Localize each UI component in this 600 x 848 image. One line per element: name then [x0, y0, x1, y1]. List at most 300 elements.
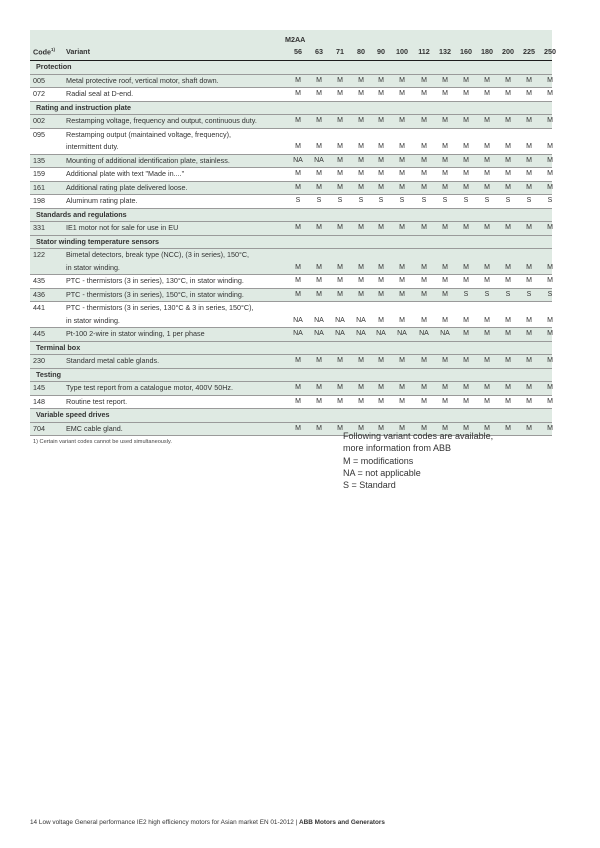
availability-cell: M: [378, 156, 384, 164]
availability-cell: M: [526, 357, 532, 364]
availability-cell: NA: [335, 330, 345, 337]
legend-line: Following variant codes are available,: [343, 431, 494, 441]
table-header: [30, 30, 556, 60]
table-row: [30, 222, 552, 236]
availability-cell: M: [547, 117, 553, 124]
availability-cell: M: [526, 277, 532, 284]
availability-cell: M: [463, 90, 469, 97]
availability-cell: M: [399, 76, 405, 84]
availability-cell: M: [378, 424, 384, 432]
availability-cell: M: [547, 183, 553, 191]
availability-cell: M: [378, 117, 384, 124]
availability-cell: M: [421, 76, 427, 84]
availability-cell: M: [547, 384, 553, 391]
availability-cell: M: [295, 76, 301, 84]
table-row: [30, 155, 552, 169]
availability-cell: M: [463, 357, 469, 364]
variant-description: Metal protective roof, vertical motor, shaft down.: [66, 75, 219, 85]
variant-code: 445: [33, 329, 45, 338]
availability-cell: M: [526, 117, 532, 124]
table-row: [30, 75, 552, 89]
table-row: [30, 328, 552, 342]
availability-cell: M: [399, 290, 405, 298]
availability-cell: M: [421, 183, 427, 191]
availability-cell: M: [526, 170, 532, 177]
variant-code: 072: [33, 89, 45, 98]
availability-cell: M: [316, 90, 322, 97]
availability-cell: M: [526, 424, 532, 432]
size-headers: [30, 47, 556, 57]
availability-cell: S: [337, 197, 343, 204]
size-header: 200: [502, 47, 514, 56]
footer-brand: ABB Motors and Generators: [299, 819, 385, 826]
availability-cell: M: [505, 143, 511, 150]
availability-cell: NA: [356, 316, 366, 324]
variant-description: Standard metal cable glands.: [66, 356, 160, 365]
availability-cell: NA: [397, 330, 407, 337]
availability-cell: M: [421, 397, 427, 405]
availability-cell: M: [295, 357, 301, 364]
availability-cell: M: [378, 316, 384, 324]
availability-cell: S: [505, 290, 511, 298]
table-row: [30, 275, 552, 289]
availability-cell: M: [316, 170, 322, 177]
availability-cell: M: [378, 224, 384, 231]
availability-cell: M: [378, 76, 384, 84]
availability-cell: M: [526, 143, 532, 150]
availability-cell: M: [484, 143, 490, 150]
table-row: [30, 382, 552, 396]
availability-cell: S: [421, 197, 427, 204]
availability-cell: M: [484, 384, 490, 391]
variant-description: intermittent duty.: [66, 142, 119, 151]
variant-description: PTC - thermistors (3 in series, 130°C & 3 in series, 150°C),: [66, 303, 254, 312]
availability-cell: M: [526, 156, 532, 164]
section-header: [30, 369, 552, 383]
availability-cell: M: [316, 424, 322, 432]
variant-table: [30, 30, 556, 445]
availability-cell: M: [547, 156, 553, 164]
availability-cell: S: [526, 290, 532, 298]
availability-cell: M: [505, 424, 511, 432]
availability-cell: M: [526, 76, 532, 84]
availability-cell: M: [295, 224, 301, 231]
availability-cell: M: [421, 290, 427, 298]
availability-cell: NA: [356, 330, 366, 337]
variant-code: 005: [33, 75, 45, 85]
availability-cell: M: [442, 90, 448, 97]
section-title: Protection: [36, 62, 72, 71]
variant-description: Type test report from a catalogue motor, 400V 50Hz.: [66, 383, 233, 392]
availability-cell: M: [295, 424, 301, 432]
availability-cell: M: [484, 316, 490, 324]
size-header: 160: [460, 47, 472, 56]
availability-cell: M: [316, 76, 322, 84]
availability-cell: M: [547, 357, 553, 364]
availability-cell: NA: [293, 156, 303, 164]
footer-text: 14 Low voltage General performance IE2 high efficiency motors for Asian market EN 01-2012 |: [30, 819, 300, 826]
variant-description: PTC - thermistors (3 in series), 150°C, in stator winding.: [66, 289, 244, 299]
availability-cell: M: [399, 263, 405, 271]
availability-cell: M: [316, 357, 322, 364]
availability-cell: M: [442, 143, 448, 150]
variant-description: IE1 motor not for sale for use in EU: [66, 223, 179, 232]
availability-cell: M: [316, 397, 322, 405]
section-title: Standards and regulations: [36, 209, 127, 219]
availability-cell: M: [358, 143, 364, 150]
availability-cell: M: [526, 397, 532, 405]
section-header: [30, 236, 552, 250]
availability-cell: M: [295, 170, 301, 177]
section-title: Stator winding temperature sensors: [36, 236, 160, 246]
availability-cell: M: [358, 224, 364, 231]
table-row: [30, 182, 552, 196]
table-row: [30, 129, 552, 142]
availability-cell: NA: [314, 156, 324, 164]
variant-code: 435: [33, 276, 45, 285]
availability-cell: M: [442, 117, 448, 124]
availability-cell: M: [399, 183, 405, 191]
availability-cell: M: [295, 384, 301, 391]
availability-cell: S: [526, 197, 532, 204]
availability-cell: M: [358, 170, 364, 177]
availability-cell: M: [463, 117, 469, 124]
availability-cell: M: [463, 384, 469, 391]
availability-cell: M: [295, 117, 301, 124]
availability-cell: M: [316, 384, 322, 391]
availability-cell: M: [484, 224, 490, 231]
availability-cell: M: [505, 397, 511, 405]
availability-cell: M: [484, 170, 490, 177]
availability-cell: M: [421, 263, 427, 271]
table-row: [30, 141, 552, 155]
availability-cell: M: [295, 90, 301, 97]
availability-cell: NA: [293, 330, 303, 337]
variant-code: 230: [33, 356, 45, 365]
legend-line: M = modifications: [343, 455, 414, 466]
availability-cell: S: [316, 197, 322, 204]
variant-code: 441: [33, 303, 45, 312]
availability-cell: M: [378, 263, 384, 271]
section-title: Rating and instruction plate: [36, 102, 132, 112]
availability-cell: M: [378, 290, 384, 298]
availability-cell: M: [505, 316, 511, 324]
availability-cell: S: [484, 290, 490, 298]
availability-cell: M: [526, 90, 532, 97]
availability-cell: M: [442, 76, 448, 84]
size-header: 71: [336, 47, 344, 56]
availability-cell: M: [399, 316, 405, 324]
availability-cell: M: [316, 117, 322, 124]
availability-cell: M: [484, 156, 490, 164]
availability-cell: M: [421, 143, 427, 150]
availability-cell: M: [484, 330, 490, 337]
availability-cell: M: [337, 170, 343, 177]
availability-cell: M: [378, 357, 384, 364]
availability-cell: M: [337, 76, 343, 84]
variant-description: Radial seal at D-end.: [66, 89, 134, 98]
availability-cell: M: [295, 290, 301, 298]
availability-cell: M: [442, 357, 448, 364]
availability-cell: M: [295, 143, 301, 150]
availability-cell: M: [421, 424, 427, 432]
availability-cell: M: [316, 263, 322, 271]
availability-cell: M: [399, 357, 405, 364]
section-title: Variable speed drives: [36, 410, 110, 419]
availability-cell: M: [463, 170, 469, 177]
availability-cell: NA: [314, 316, 324, 324]
availability-cell: M: [421, 170, 427, 177]
availability-cell: M: [378, 90, 384, 97]
section-header: [30, 61, 552, 75]
availability-cell: M: [505, 156, 511, 164]
variant-code: 095: [33, 129, 45, 139]
availability-cell: M: [316, 277, 322, 284]
size-header: 80: [357, 47, 365, 56]
table-row: [30, 315, 552, 329]
size-header: 225: [523, 47, 535, 56]
availability-cell: S: [547, 197, 553, 204]
availability-cell: M: [358, 263, 364, 271]
availability-cell: M: [505, 76, 511, 84]
availability-cell: M: [358, 357, 364, 364]
variant-code: 002: [33, 116, 45, 125]
availability-cell: M: [442, 397, 448, 405]
table-row: [30, 195, 552, 209]
availability-cell: M: [463, 316, 469, 324]
availability-cell: M: [547, 277, 553, 284]
availability-cell: M: [295, 183, 301, 191]
availability-cell: M: [463, 156, 469, 164]
availability-cell: M: [358, 397, 364, 405]
availability-cell: M: [337, 263, 343, 271]
variant-code: 161: [33, 182, 45, 192]
availability-cell: M: [463, 330, 469, 337]
availability-cell: M: [442, 263, 448, 271]
availability-cell: M: [378, 183, 384, 191]
availability-cell: M: [337, 277, 343, 284]
table-row: [30, 168, 552, 182]
availability-cell: NA: [293, 316, 303, 324]
availability-cell: M: [358, 424, 364, 432]
section-header: [30, 409, 552, 423]
availability-cell: NA: [440, 330, 450, 337]
availability-cell: M: [505, 170, 511, 177]
variant-code: 436: [33, 289, 45, 299]
availability-cell: M: [505, 277, 511, 284]
availability-cell: M: [337, 90, 343, 97]
availability-cell: M: [526, 330, 532, 337]
availability-cell: M: [295, 397, 301, 405]
availability-cell: M: [316, 290, 322, 298]
variant-code: 331: [33, 223, 45, 232]
availability-cell: M: [463, 224, 469, 231]
availability-cell: M: [421, 224, 427, 231]
availability-cell: M: [547, 424, 553, 432]
availability-cell: S: [463, 197, 469, 204]
availability-cell: M: [547, 316, 553, 324]
availability-cell: M: [337, 357, 343, 364]
availability-cell: S: [484, 197, 490, 204]
variant-description: Additional rating plate delivered loose.: [66, 182, 188, 192]
size-header: 132: [439, 47, 451, 56]
availability-cell: M: [442, 277, 448, 284]
availability-cell: M: [358, 384, 364, 391]
variant-code: 198: [33, 196, 45, 205]
variant-code: 135: [33, 155, 45, 165]
availability-cell: M: [547, 76, 553, 84]
availability-cell: M: [463, 183, 469, 191]
availability-cell: M: [505, 117, 511, 124]
availability-cell: M: [378, 170, 384, 177]
availability-cell: M: [337, 117, 343, 124]
availability-cell: M: [378, 384, 384, 391]
availability-cell: M: [463, 76, 469, 84]
availability-cell: M: [442, 290, 448, 298]
availability-cell: M: [421, 117, 427, 124]
availability-cell: M: [337, 156, 343, 164]
availability-cell: M: [547, 397, 553, 405]
availability-cell: M: [463, 263, 469, 271]
availability-cell: M: [337, 143, 343, 150]
variant-description: Bimetal detectors, break type (NCC), (3 in series), 150°C,: [66, 250, 250, 259]
availability-cell: M: [358, 76, 364, 84]
variant-description: in stator winding.: [66, 262, 120, 272]
availability-cell: M: [484, 277, 490, 284]
availability-cell: M: [484, 397, 490, 405]
availability-cell: M: [442, 170, 448, 177]
availability-cell: M: [484, 183, 490, 191]
table-row: [30, 115, 552, 129]
availability-cell: M: [442, 384, 448, 391]
size-header: 90: [377, 47, 385, 56]
availability-cell: S: [442, 197, 448, 204]
variant-description: Mounting of additional identification plate, stainless.: [66, 155, 230, 165]
availability-cell: M: [463, 424, 469, 432]
size-header: 100: [396, 47, 408, 56]
availability-cell: M: [505, 357, 511, 364]
section-header: [30, 102, 552, 116]
legend-line: NA = not applicable: [343, 467, 421, 478]
variant-code: 145: [33, 383, 45, 392]
group-label: M2AA: [285, 35, 306, 44]
availability-cell: S: [399, 197, 405, 204]
availability-cell: M: [442, 156, 448, 164]
availability-cell: M: [316, 143, 322, 150]
availability-cell: S: [378, 197, 384, 204]
variant-description: PTC - thermistors (3 in series), 130°C, in stator winding.: [66, 276, 244, 285]
availability-cell: M: [463, 143, 469, 150]
availability-cell: M: [547, 330, 553, 337]
availability-cell: M: [526, 316, 532, 324]
size-header: 250: [544, 47, 556, 56]
availability-cell: M: [316, 224, 322, 231]
size-header: 56: [294, 47, 302, 56]
availability-cell: M: [337, 397, 343, 405]
availability-cell: M: [484, 263, 490, 271]
availability-cell: M: [421, 316, 427, 324]
availability-cell: M: [421, 357, 427, 364]
availability-cell: S: [358, 197, 364, 204]
variant-description: Aluminum rating plate.: [66, 196, 138, 205]
footnote: 1) Certain variant codes cannot be used simultaneously.: [33, 439, 172, 445]
availability-cell: M: [421, 156, 427, 164]
table-row: [30, 262, 552, 276]
availability-cell: NA: [335, 316, 345, 324]
availability-cell: M: [484, 117, 490, 124]
availability-cell: M: [505, 384, 511, 391]
availability-cell: M: [358, 156, 364, 164]
availability-cell: M: [399, 397, 405, 405]
availability-cell: M: [547, 263, 553, 271]
legend: [343, 430, 493, 491]
availability-cell: M: [547, 90, 553, 97]
availability-cell: M: [421, 90, 427, 97]
availability-cell: S: [295, 197, 301, 204]
availability-cell: M: [484, 76, 490, 84]
variant-header: Variant: [66, 47, 90, 56]
availability-cell: M: [378, 143, 384, 150]
availability-cell: NA: [376, 330, 386, 337]
availability-cell: M: [399, 156, 405, 164]
availability-cell: M: [505, 183, 511, 191]
availability-cell: M: [358, 290, 364, 298]
availability-cell: S: [547, 290, 553, 298]
size-header: 63: [315, 47, 323, 56]
availability-cell: M: [358, 90, 364, 97]
availability-cell: M: [421, 277, 427, 284]
availability-cell: M: [358, 117, 364, 124]
table-row: [30, 249, 552, 262]
availability-cell: M: [463, 397, 469, 405]
variant-description: Restamping voltage, frequency and output, continuous duty.: [66, 116, 257, 125]
size-header: 180: [481, 47, 493, 56]
availability-cell: S: [463, 290, 469, 298]
table-body: [30, 61, 552, 436]
variant-description: Routine test report.: [66, 396, 128, 406]
availability-cell: M: [484, 357, 490, 364]
availability-cell: M: [463, 277, 469, 284]
legend-line: more information from ABB: [343, 443, 452, 454]
availability-cell: S: [505, 197, 511, 204]
availability-cell: M: [337, 424, 343, 432]
availability-cell: M: [295, 277, 301, 284]
availability-cell: M: [337, 384, 343, 391]
availability-cell: NA: [419, 330, 429, 337]
availability-cell: M: [399, 170, 405, 177]
availability-cell: M: [547, 143, 553, 150]
availability-cell: M: [378, 277, 384, 284]
availability-cell: M: [337, 290, 343, 298]
availability-cell: M: [337, 183, 343, 191]
variant-description: in stator winding.: [66, 315, 120, 325]
availability-cell: M: [526, 183, 532, 191]
availability-cell: M: [547, 224, 553, 231]
availability-cell: M: [378, 397, 384, 405]
availability-cell: M: [442, 316, 448, 324]
variant-code: 159: [33, 169, 45, 178]
variant-description: Additional plate with text "Made in....": [66, 169, 185, 178]
availability-cell: M: [505, 263, 511, 271]
availability-cell: M: [316, 183, 322, 191]
availability-cell: M: [547, 170, 553, 177]
availability-cell: M: [295, 263, 301, 271]
availability-cell: M: [526, 263, 532, 271]
availability-cell: M: [526, 384, 532, 391]
section-header: [30, 342, 552, 356]
legend-line: S = Standard: [343, 480, 396, 491]
variant-code: 704: [33, 423, 45, 433]
